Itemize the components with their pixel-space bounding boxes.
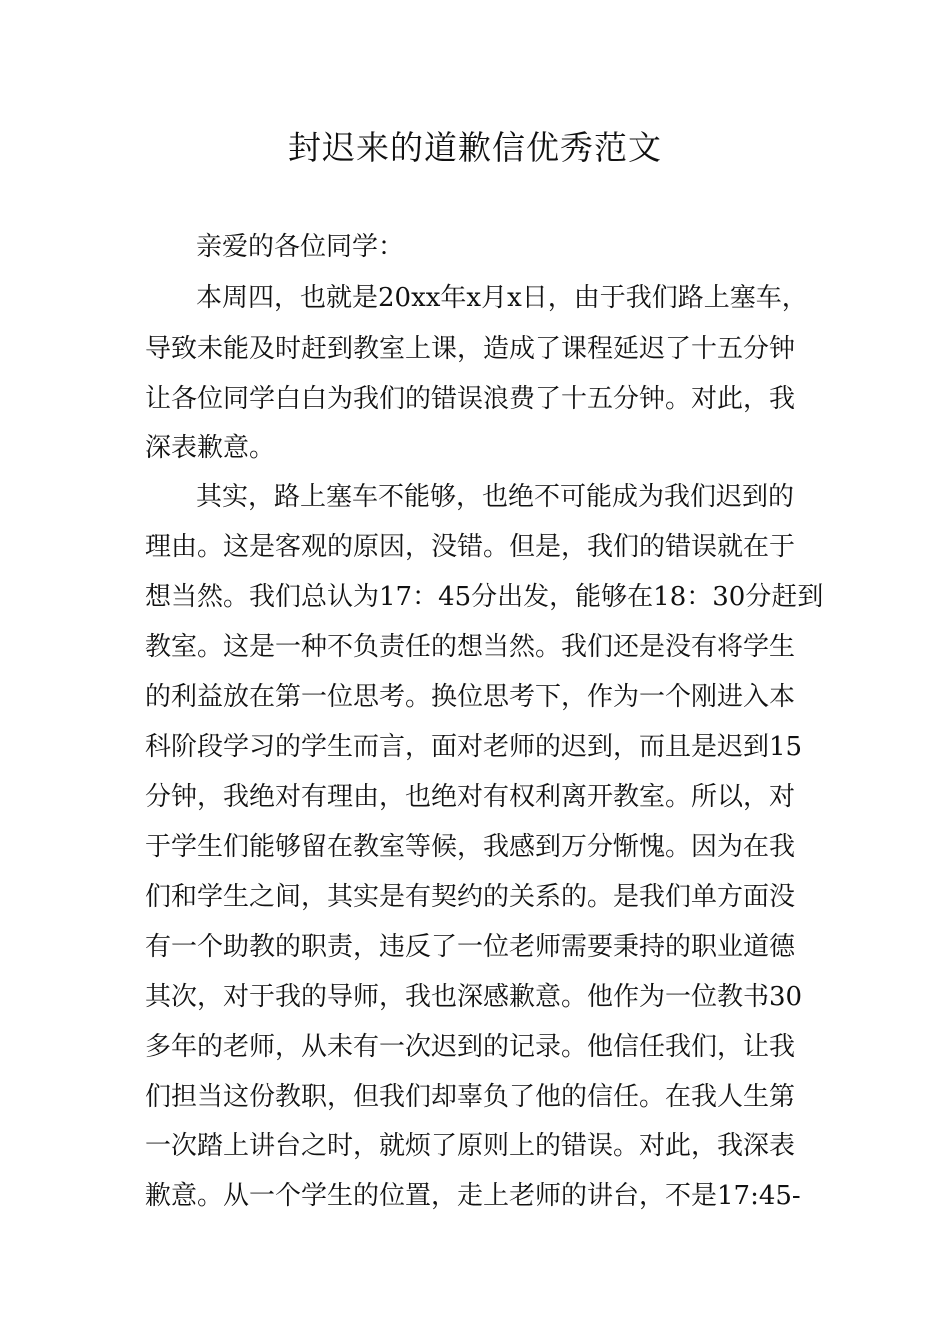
body-line: 们担当这份教职，但我们却辜负了他的信任。在我人生第 bbox=[145, 1082, 796, 1112]
body-line: 们和学生之间，其实是有契约的关系的。是我们单方面没 bbox=[145, 882, 796, 912]
body-line: 教室。这是一种不负责任的想当然。我们还是没有将学生 bbox=[145, 632, 796, 662]
body-line: 歉意。从一个学生的位置，走上老师的讲台，不是17:45- bbox=[145, 1181, 801, 1211]
body-line: 深表歉意。 bbox=[145, 433, 276, 463]
body-line: 多年的老师，从未有一次迟到的记录。他信任我们，让我 bbox=[145, 1032, 796, 1062]
document-title: 封迟来的道歉信优秀范文 bbox=[288, 128, 662, 167]
body-line: 分钟，我绝对有理由，也绝对有权利离开教室。所以，对 bbox=[145, 782, 796, 812]
body-line: 科阶段学习的学生而言，面对老师的迟到，而且是迟到15 bbox=[145, 732, 803, 762]
body-line: 其次，对于我的导师，我也深感歉意。他作为一位教书30 bbox=[145, 982, 803, 1012]
salutation-line: 亲爱的各位同学： bbox=[196, 232, 405, 262]
body-line: 其实，路上塞车不能够，也绝不可能成为我们迟到的 bbox=[196, 482, 795, 512]
body-line: 理由。这是客观的原因，没错。但是，我们的错误就在于 bbox=[145, 532, 796, 562]
body-line: 于学生们能够留在教室等候，我感到万分惭愧。因为在我 bbox=[145, 832, 796, 862]
body-line: 本周四，也就是20xx年x月x日，由于我们路上塞车， bbox=[196, 283, 808, 313]
body-line: 有一个助教的职责，违反了一位老师需要秉持的职业道德 bbox=[145, 932, 796, 962]
body-line: 让各位同学白白为我们的错误浪费了十五分钟。对此，我 bbox=[145, 384, 796, 414]
body-line: 导致未能及时赶到教室上课，造成了课程延迟了十五分钟 bbox=[145, 334, 796, 364]
body-line: 的利益放在第一位思考。换位思考下，作为一个刚进入本 bbox=[145, 682, 796, 712]
body-line: 一次踏上讲台之时，就烦了原则上的错误。对此，我深表 bbox=[145, 1131, 796, 1161]
body-line: 想当然。我们总认为17：45分出发，能够在18：30分赶到 bbox=[145, 582, 824, 612]
